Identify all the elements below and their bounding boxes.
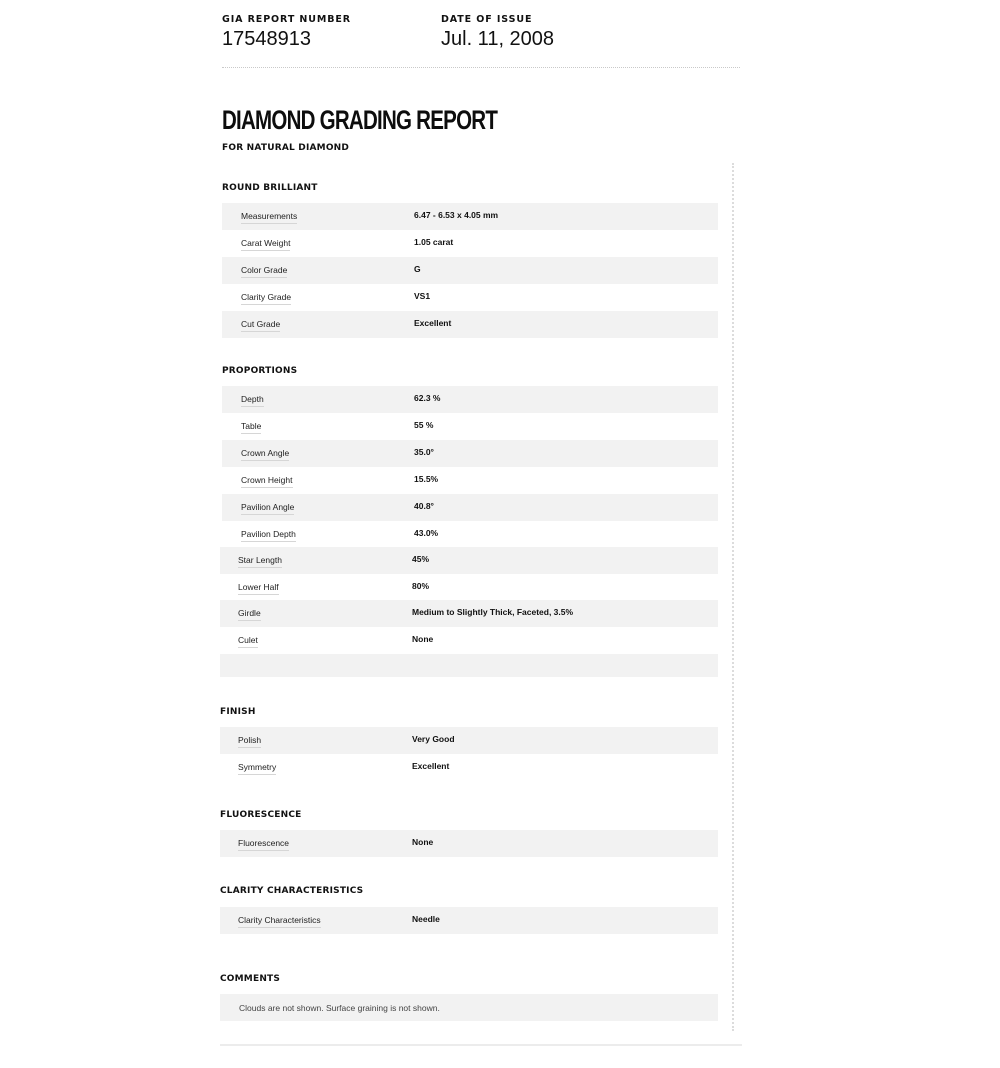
table-row bbox=[220, 754, 718, 781]
row-value: Excellent bbox=[414, 318, 452, 328]
row-label: Table bbox=[241, 421, 261, 434]
table-row bbox=[222, 467, 718, 494]
row-label: Crown Angle bbox=[241, 448, 289, 461]
report-number-block bbox=[222, 14, 351, 51]
table-row bbox=[220, 907, 718, 934]
row-label: Symmetry bbox=[238, 762, 276, 775]
date-value: Jul. 11, 2008 bbox=[441, 28, 555, 50]
row-label: Culet bbox=[238, 635, 258, 648]
row-label: Measurements bbox=[241, 211, 297, 224]
table-row bbox=[222, 413, 718, 440]
table-row bbox=[222, 440, 718, 467]
row-label: Clarity Characteristics bbox=[238, 915, 321, 928]
table-row bbox=[222, 284, 718, 311]
section-title-finish: FINISH bbox=[220, 707, 256, 717]
row-label: Star Length bbox=[238, 555, 282, 568]
row-value: None bbox=[412, 634, 434, 644]
row-value: 6.47 - 6.53 x 4.05 mm bbox=[414, 210, 499, 220]
date-block bbox=[441, 14, 554, 51]
comments-text: Clouds are not shown. Surface graining is not shown. bbox=[239, 1003, 440, 1013]
table-row bbox=[222, 521, 718, 548]
right-divider bbox=[732, 163, 734, 1031]
row-label: Polish bbox=[238, 735, 261, 748]
row-label: Pavilion Depth bbox=[241, 529, 296, 542]
row-value: 35.0° bbox=[414, 447, 434, 457]
table-row bbox=[222, 257, 718, 284]
report-title: DIAMOND GRADING REPORT bbox=[222, 105, 498, 135]
row-value: None bbox=[412, 837, 434, 847]
row-label: Depth bbox=[241, 394, 264, 407]
report-number-value: 17548913 bbox=[222, 28, 311, 50]
table-row bbox=[222, 311, 718, 338]
row-label: Crown Height bbox=[241, 475, 293, 488]
table-row bbox=[220, 574, 718, 601]
table-row bbox=[222, 203, 718, 230]
empty-row bbox=[220, 654, 718, 677]
table-row bbox=[220, 600, 718, 627]
section-title-clarity: CLARITY CHARACTERISTICS bbox=[220, 886, 364, 896]
row-value: 1.05 carat bbox=[414, 237, 454, 247]
row-value: 62.3 % bbox=[414, 393, 441, 403]
table-row bbox=[222, 230, 718, 257]
table-row bbox=[220, 547, 718, 574]
table-row bbox=[220, 830, 718, 857]
row-value: Very Good bbox=[412, 734, 455, 744]
date-label: DATE OF ISSUE bbox=[441, 14, 533, 25]
row-label: Lower Half bbox=[238, 582, 279, 595]
section-title-shape: ROUND BRILLIANT bbox=[222, 183, 318, 193]
header-divider bbox=[222, 67, 740, 68]
report-subtitle: FOR NATURAL DIAMOND bbox=[222, 143, 350, 153]
row-label: Color Grade bbox=[241, 265, 287, 278]
row-value: 55 % bbox=[414, 420, 434, 430]
table-row bbox=[222, 494, 718, 521]
footer-divider bbox=[220, 1044, 742, 1046]
section-title-comments: COMMENTS bbox=[220, 974, 281, 984]
row-value: 15.5% bbox=[414, 474, 439, 484]
row-value: Medium to Slightly Thick, Faceted, 3.5% bbox=[412, 607, 574, 617]
row-value: 80% bbox=[412, 581, 430, 591]
row-value: Needle bbox=[412, 914, 440, 924]
row-value: G bbox=[414, 264, 421, 274]
row-value: 40.8° bbox=[414, 501, 434, 511]
row-label: Pavilion Angle bbox=[241, 502, 294, 515]
row-label: Clarity Grade bbox=[241, 292, 291, 305]
report-number-label: GIA REPORT NUMBER bbox=[222, 14, 351, 25]
comments-box bbox=[220, 994, 718, 1021]
row-value: Excellent bbox=[412, 761, 450, 771]
table-row bbox=[222, 386, 718, 413]
row-label: Fluorescence bbox=[238, 838, 289, 851]
table-row bbox=[220, 727, 718, 754]
row-value: VS1 bbox=[414, 291, 431, 301]
row-label: Carat Weight bbox=[241, 238, 290, 251]
row-value: 43.0% bbox=[414, 528, 439, 538]
row-value: 45% bbox=[412, 554, 430, 564]
row-label: Girdle bbox=[238, 608, 261, 621]
table-row bbox=[220, 627, 718, 654]
row-label: Cut Grade bbox=[241, 319, 280, 332]
section-title-proportions: PROPORTIONS bbox=[222, 366, 298, 376]
section-title-fluorescence: FLUORESCENCE bbox=[220, 810, 302, 820]
